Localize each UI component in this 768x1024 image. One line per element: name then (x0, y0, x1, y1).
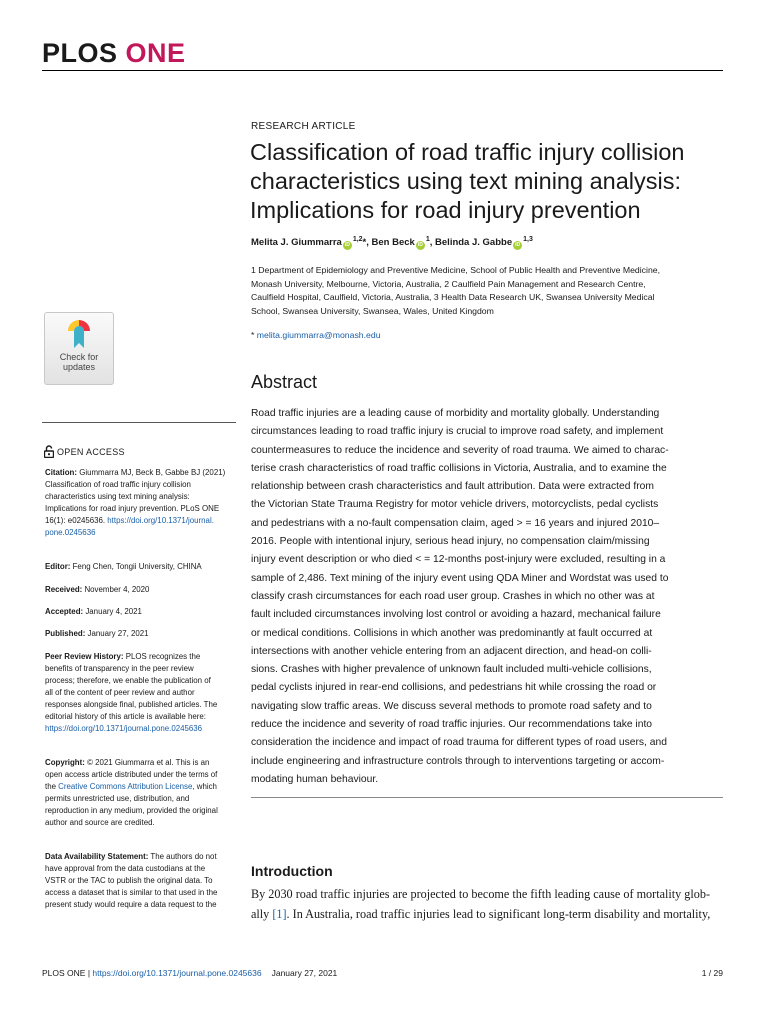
license-link[interactable]: Creative Commons Attribution License (58, 782, 193, 791)
peer-review-link[interactable]: https://doi.org/10.1371/journal.pone.0245636 (45, 724, 203, 733)
check-for-updates-badge[interactable]: Check for updates (44, 312, 114, 385)
article-title: Classification of road traffic injury collision characteristics using text mining analysis: Implications for road injury prevention (250, 139, 685, 223)
corresponding-email: * melita.giummarra@monash.edu (251, 330, 381, 340)
data-availability-block: Data Availability Statement: The authors do not have approval from the data custodians at the VSTR or the TAC to publish the original data. To access a dataset that is similar to that used in the present study would require a data request to the (45, 852, 218, 909)
journal-logo[interactable]: PLOS ONE (42, 38, 186, 68)
crossmark-icon (66, 318, 92, 350)
accepted-date: Accepted: January 4, 2021 (45, 607, 142, 616)
open-lock-icon (44, 445, 54, 458)
editor-line: Editor: Feng Chen, Tongii University, CHINA (45, 562, 202, 571)
citation-doi-link[interactable]: https://doi.org/10.1371/journal. (107, 516, 214, 525)
author-name[interactable]: Belinda J. Gabbe (435, 237, 513, 248)
author-name[interactable]: Ben Beck (371, 237, 415, 248)
peer-review-block: Peer Review History: PLOS recognizes the benefits of transparency in the peer review process; therefore, we enable the publication of all of the content of peer review and author responses alongside final, published articles. The editorial history of this article is available here: https://doi.org/10.1371/journal.pone.0245636 (45, 652, 218, 733)
orcid-icon[interactable]: iD (344, 242, 350, 248)
abstract-body: Road traffic injuries are a leading cause of morbidity and mortality globally. Understanding circumstances leading to road traffic injury is crucial to improve road safety, and implement countermeasures to reduce the incidence and severity of road trauma. We aimed to charac- terise crash characteristics of road traffic collisions in Victoria, Australia, and to examine the relationship between crash characteristics and fault attribution. Data were extracted from the Victorian State Trauma Registry for motor vehicle drivers, motorcyclists, pedal cyclists and pedestrians with a no-fault compensation claim, aged > = 16 years and injured 2010– 2016. People with intentional injury, serious head injury, no compensation claim/missing injury event description or who died < = 12-months post-injury were excluded, resulting in a sample of 2,486. Text mining of the injury event using QDA Miner and Wordstat was used to classify crash circumstances for each road user group. Crashes in which no other was at fault included circumstances involving lost control or avoiding a hazard, mechanical failure or medical conditions. Collisions in which another was predominantly at fault occurred at intersections with another vehicle entering from an adjacent direction, and head-on colli- sions. Crashes with higher prevalence of unknown fault included multi-vehicle collisions, pedal cyclists injured in rear-end collisions, and pedestrians hit while crossing the road or navigating slow traffic areas. We discuss several methods to promote road safety and to reduce the incidence and severity of road traffic injuries. Our recommendations take into consideration the incidence and impact of road trauma for different types of road users, and include engineering and infrastructure controls through to interventions targeting or accom- modating human behaviour. (251, 408, 669, 785)
orcid-icon[interactable]: iD (515, 242, 521, 248)
citation-block: Citation: Giummarra MJ, Beck B, Gabbe BJ (2021) Classification of road traffic injury collision characteristics using text mining analysis: Implications for road injury prevention. PLoS ONE 16(1): e0245636. https://doi.org/10.1371/journal. pone.0245636 (45, 468, 226, 537)
open-access-label: OPEN ACCESS (44, 445, 125, 458)
citation-doi-link-cont[interactable]: pone.0245636 (45, 528, 96, 537)
introduction-heading: Introduction (251, 863, 333, 879)
published-date: Published: January 27, 2021 (45, 629, 149, 638)
orcid-icon[interactable]: iD (417, 242, 423, 248)
introduction-body: By 2030 road traffic injuries are projected to become the fifth leading cause of mortality glob- ally [1]. In Australia, road traffic injuries lead to significant long-term disability and mortality, (251, 887, 711, 921)
affiliations: 1 Department of Epidemiology and Preventive Medicine, School of Public Health and Preventive Medicine, Monash University, Melbourne, Victoria, Australia, 2 Caulfield Pain Management and Research Centre, Caulfield Hospital, Caulfield, Victoria, Australia, 3 Health Data Research UK, Swansea University Medical School, Swansea University, Swansea, Wales, United Kingdom (251, 265, 661, 316)
footer-doi-link[interactable]: https://doi.org/10.1371/journal.pone.0245636 (92, 968, 262, 978)
email-link[interactable]: melita.giummarra@monash.edu (256, 330, 381, 340)
abstract-divider (251, 797, 723, 798)
page-footer: PLOS ONE | https://doi.org/10.1371/journal.pone.0245636 January 27, 2021 (42, 968, 338, 978)
author-name[interactable]: Melita J. Giummarra (251, 237, 342, 248)
article-type: RESEARCH ARTICLE (251, 121, 356, 132)
header-divider (42, 70, 723, 71)
abstract-heading: Abstract (251, 372, 318, 392)
sidebar-divider (42, 422, 236, 423)
copyright-block: Copyright: © 2021 Giummarra et al. This is an open access article distributed under the terms of the Creative Commons Attribution License, which permits unrestricted use, distribution, and reproduction in any medium, provided the original author and source are credited. (45, 758, 218, 827)
reference-link[interactable]: [1] (272, 907, 287, 921)
author-list: Melita J. Giummarra iD$^{1,2}$*, Ben Beck $iD^1$, Belinda J. Gabbe iD$^{1,3}$ (251, 236, 533, 248)
page-number: 1 / 29 (701, 968, 723, 978)
received-date: Received: November 4, 2020 (45, 585, 150, 594)
